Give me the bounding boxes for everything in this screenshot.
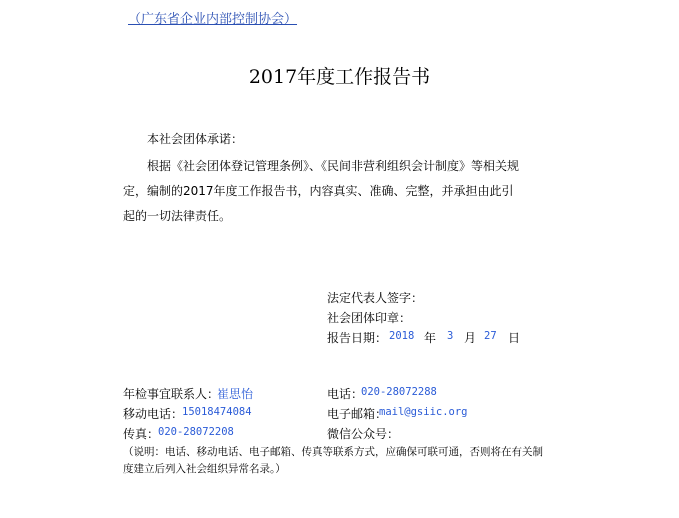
report-month: 3: [447, 330, 454, 342]
page-title: 2017年度工作报告书: [248, 66, 431, 88]
report-date-label: 报告日期：: [327, 331, 388, 345]
commitment-paragraph: 根据《社会团体登记管理条例》、《民间非营利组织会计制度》等相关规定，编制的2017年度工作报告书，内容真实、准确、完整，并承担由此引起的一切法律责任。: [123, 159, 520, 223]
contact-person-label: 年检事宜联系人：: [123, 387, 220, 401]
phone-value: 020-28072288: [361, 386, 437, 398]
organization-name: （广东省企业内部控制协会）: [128, 12, 298, 27]
report-year: 2018: [389, 330, 415, 342]
year-unit: 年: [424, 331, 437, 345]
phone-label: 电话：: [327, 387, 364, 401]
month-unit: 月: [464, 331, 477, 345]
contact-person: 崔思怡: [217, 387, 254, 401]
commitment-lead: 本社会团体承诺：: [147, 132, 244, 146]
email-value: mail@gsiic.org: [379, 406, 468, 418]
fax-label: 传真：: [123, 427, 160, 441]
seal-label: 社会团体印章：: [327, 311, 412, 325]
note-line-1: （说明：电话、移动电话、电子邮箱、传真等联系方式，应确保可联可通，否则将在有关制: [123, 446, 543, 458]
fax-value: 020-28072208: [158, 426, 234, 438]
legal-rep-signature-label: 法定代表人签字：: [327, 291, 424, 305]
note-line-2: 度建立后列入社会组织异常名录。）: [123, 463, 286, 475]
mobile-label: 移动电话：: [123, 407, 184, 421]
wechat-label: 微信公众号：: [327, 427, 400, 441]
day-unit: 日: [508, 331, 521, 345]
email-label: 电子邮箱：: [327, 407, 388, 421]
mobile-value: 15018474084: [182, 406, 252, 418]
report-day: 27: [484, 330, 497, 342]
